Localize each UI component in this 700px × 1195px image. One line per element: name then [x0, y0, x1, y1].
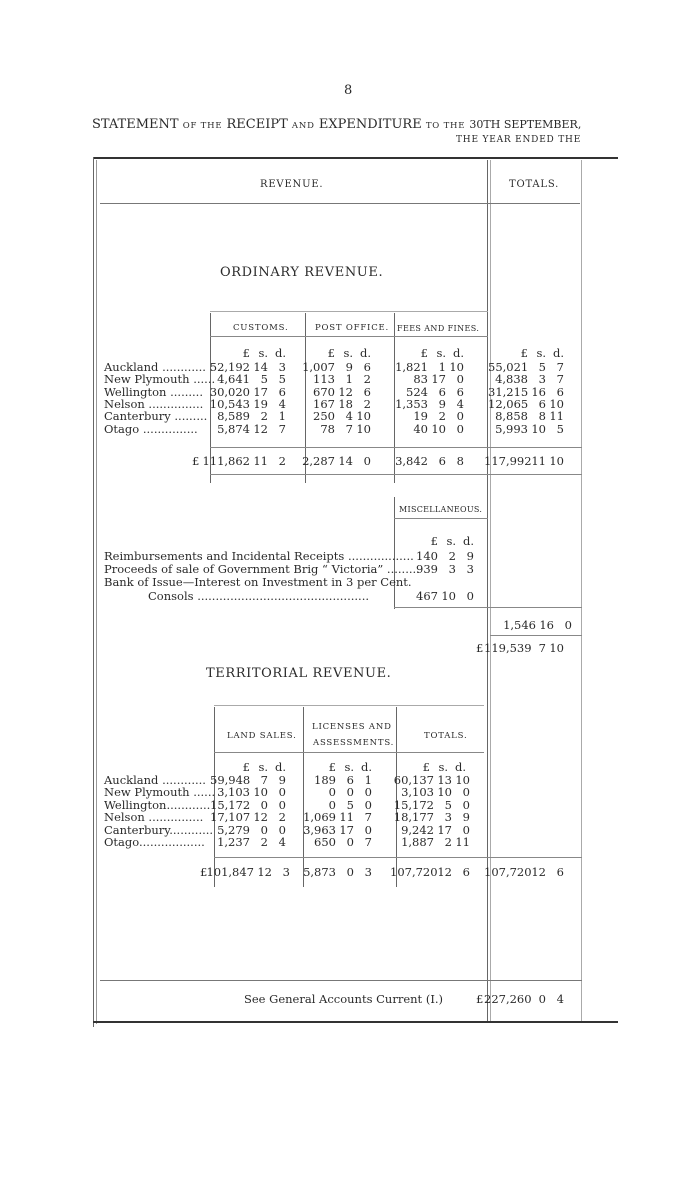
misc-value-2: 939 3 3	[416, 562, 474, 576]
territorial-sum-rule	[214, 857, 582, 858]
ordinary-row-customs: 5,874 12 7	[217, 421, 286, 436]
territorial-row-total: 9,242 17 0	[401, 822, 470, 837]
statement-title	[92, 118, 581, 133]
ordinary-row-customs: 30,020 17 6	[209, 384, 286, 399]
ordinary-row-post: 167 18 2	[313, 396, 371, 411]
territorial-row-licenses: 0 5 0	[328, 797, 372, 812]
footer-text: See General Accounts Current (I.)	[244, 992, 443, 1006]
ordinary-row-fees: 1,821 1 10	[395, 360, 464, 374]
territorial-row-land: 15,172 0 0	[210, 797, 286, 812]
ordinary-row-fees: 1,353 9 4	[395, 396, 464, 411]
frame-top	[93, 157, 618, 159]
ordinary-row-post: 670 12 6	[313, 384, 371, 399]
misc-value-4: 467 10 0	[416, 589, 474, 603]
misc-header-rule	[394, 518, 488, 519]
territorial-row-name: Nelson ...............	[104, 810, 204, 825]
ordinary-sum-post: 2,287 14 0	[302, 454, 371, 468]
ordinary-row-post: 1,007 9 6	[302, 360, 371, 374]
territorial-row-licenses: 189 6 1	[314, 773, 372, 787]
ordinary-row-total: 31,215 16 6	[488, 384, 564, 399]
title-and: AND	[291, 121, 315, 131]
footer-total: 227,260 0 4	[484, 992, 564, 1006]
title-statement: STATEMENT	[92, 117, 179, 132]
terr-units-land: £ s. d.	[242, 760, 286, 774]
title-expenditure: EXPENDITURE	[318, 117, 422, 132]
ordinary-col-rule	[210, 336, 488, 337]
ordinary-row-total: 4,838 3 7	[495, 372, 564, 387]
ordinary-row-fees: 19 2 0	[413, 409, 464, 424]
page-number: 8	[344, 83, 353, 98]
units-post: £ s. d.	[327, 346, 371, 360]
frame-bottom	[93, 1021, 618, 1023]
ordinary-row-total: 5,993 10 5	[495, 421, 564, 436]
misc-total-rule	[490, 635, 582, 636]
ordinary-row-customs: 4,641 5 5	[217, 372, 286, 387]
totals-header: TOTALS.	[509, 179, 560, 190]
territorial-row-name: Canterbury............	[104, 822, 214, 837]
col-fees-fines: FEES AND FINES.	[397, 324, 480, 333]
ordinary-row-name: Nelson ...............	[104, 396, 204, 411]
territorial-row-licenses: 650 0 7	[314, 835, 372, 849]
ordinary-row-name: Auckland ............	[104, 360, 206, 374]
ordinary-sum-customs: 111,862 11 2	[202, 454, 286, 468]
title-of-the: OF THE	[182, 121, 223, 131]
ordinary-row-fees: 40 10 0	[413, 421, 464, 436]
territorial-row-name: Wellington............	[104, 797, 211, 812]
territorial-row-land: 1,237 2 4	[217, 835, 286, 849]
col-land-sales: LAND SALES.	[227, 731, 297, 741]
terr-units-lic: £ s. d.	[328, 760, 372, 774]
units-fees: £ s. d.	[420, 346, 464, 360]
ordinary-row-name: New Plymouth ......	[104, 372, 216, 387]
ordinary-col-rule-top	[210, 311, 488, 312]
ordinary-row-customs: 10,543 19 4	[209, 396, 286, 411]
territorial-col-rule-top	[214, 705, 484, 706]
ordinary-sum-rule	[210, 447, 582, 448]
ordinary-row-total: 12,065 6 10	[488, 396, 564, 411]
ordinary-row-name: Canterbury .........	[104, 409, 208, 424]
territorial-revenue-title: TERRITORIAL REVENUE.	[206, 666, 392, 681]
ordinary-sum-rule-bottom	[210, 474, 582, 475]
ordinary-row-fees: 524 6 6	[406, 384, 464, 399]
ordinary-row-name: Wellington .........	[104, 384, 203, 399]
territorial-row-name: New Plymouth ......	[104, 785, 216, 800]
units-customs: £ s. d.	[242, 346, 286, 360]
ordinary-row-fees: 83 17 0	[413, 372, 464, 387]
frame-left	[93, 157, 94, 1027]
territorial-sum-lic: 5,873 0 3	[303, 865, 372, 879]
totals-divider	[487, 160, 488, 1022]
misc-item-3: Bank of Issue—Interest on Investment in 3 per Cent.	[104, 575, 412, 589]
misc-grand-total: 119,539 7 10	[484, 641, 564, 655]
territorial-row-licenses: 0 0 0	[328, 785, 372, 800]
misc-header: MISCELLANEOUS.	[399, 505, 483, 514]
misc-sum-rule	[394, 607, 582, 608]
title-receipt: RECEIPT	[226, 117, 288, 132]
ordinary-row-customs: 52,192 14 3	[209, 360, 286, 374]
ordinary-row-customs: 8,589 2 1	[217, 409, 286, 424]
header-rule	[100, 203, 580, 204]
ordinary-row-name: Otago ...............	[104, 421, 198, 436]
ordinary-sum-total: 117,99211 10	[484, 454, 564, 468]
totals-divider-2	[490, 160, 491, 1022]
territorial-row-total: 3,103 10 0	[401, 785, 470, 800]
misc-item-4: Consols ...............................................	[148, 589, 369, 603]
territorial-row-total: 60,137 13 10	[393, 773, 470, 787]
footer-rule	[100, 980, 582, 981]
col-territorial-totals: TOTALS.	[424, 731, 468, 741]
ordinary-row-post: 250 4 10	[313, 409, 371, 424]
ordinary-sum-fees: 3,842 6 8	[395, 454, 464, 468]
territorial-row-land: 17,107 12 2	[210, 810, 286, 825]
territorial-sum-symbol: £	[200, 865, 208, 879]
territorial-row-name: Auckland ............	[104, 773, 206, 787]
col-licenses-1: LICENSES AND	[312, 722, 392, 732]
territorial-row-land: 5,279 0 0	[217, 822, 286, 837]
territorial-sum-land: 101,847 12 3	[206, 865, 290, 879]
territorial-row-total: 15,172 5 0	[393, 797, 470, 812]
territorial-grand: 107,72012 6	[484, 865, 564, 879]
territorial-row-land: 59,948 7 9	[210, 773, 286, 787]
territorial-row-licenses: 1,069 11 7	[303, 810, 372, 825]
units-totals: £ s. d.	[520, 346, 564, 360]
misc-grand-symbol: £	[476, 641, 484, 655]
territorial-row-name: Otago..................	[104, 835, 205, 849]
footer-symbol: £	[476, 992, 484, 1006]
ordinary-row-post: 113 1 2	[313, 372, 371, 387]
territorial-col-rule	[214, 752, 484, 753]
misc-item-2: Proceeds of sale of Government Brig “ Victoria” .........	[104, 562, 420, 576]
territorial-row-land: 3,103 10 0	[217, 785, 286, 800]
revenue-header: REVENUE.	[260, 179, 324, 190]
territorial-row-total: 1,887 2 11	[401, 835, 470, 849]
frame-right	[581, 160, 582, 1022]
misc-total: 1,546 16 0	[503, 618, 572, 632]
col-customs: CUSTOMS.	[233, 323, 289, 333]
frame-left-inner	[96, 160, 97, 1024]
ordinary-row-total: 8,858 8 11	[495, 409, 564, 424]
ordinary-revenue-title: ORDINARY REVENUE.	[220, 265, 384, 280]
title-line-2: THE YEAR ENDED THE	[456, 135, 582, 145]
territorial-sum-tot: 107,72012 6	[390, 865, 470, 879]
misc-units: £ s. d.	[430, 534, 474, 548]
territorial-row-licenses: 3,963 17 0	[303, 822, 372, 837]
misc-value-1: 140 2 9	[416, 549, 474, 563]
title-to-the: TO THE	[425, 121, 466, 131]
territorial-row-total: 18,177 3 9	[393, 810, 470, 825]
ordinary-row-post: 78 7 10	[320, 421, 371, 436]
misc-item-1: Reimbursements and Incidental Receipts ..................	[104, 549, 414, 563]
terr-units-tot: £ s. d.	[422, 760, 466, 774]
ordinary-sum-symbol: £	[192, 454, 200, 468]
ordinary-row-total: 55,021 5 7	[488, 360, 564, 374]
col-licenses-2: ASSESSMENTS.	[313, 738, 395, 748]
title-date: 30TH SEPTEMBER,	[469, 118, 582, 131]
col-post-office: POST OFFICE.	[315, 323, 390, 333]
